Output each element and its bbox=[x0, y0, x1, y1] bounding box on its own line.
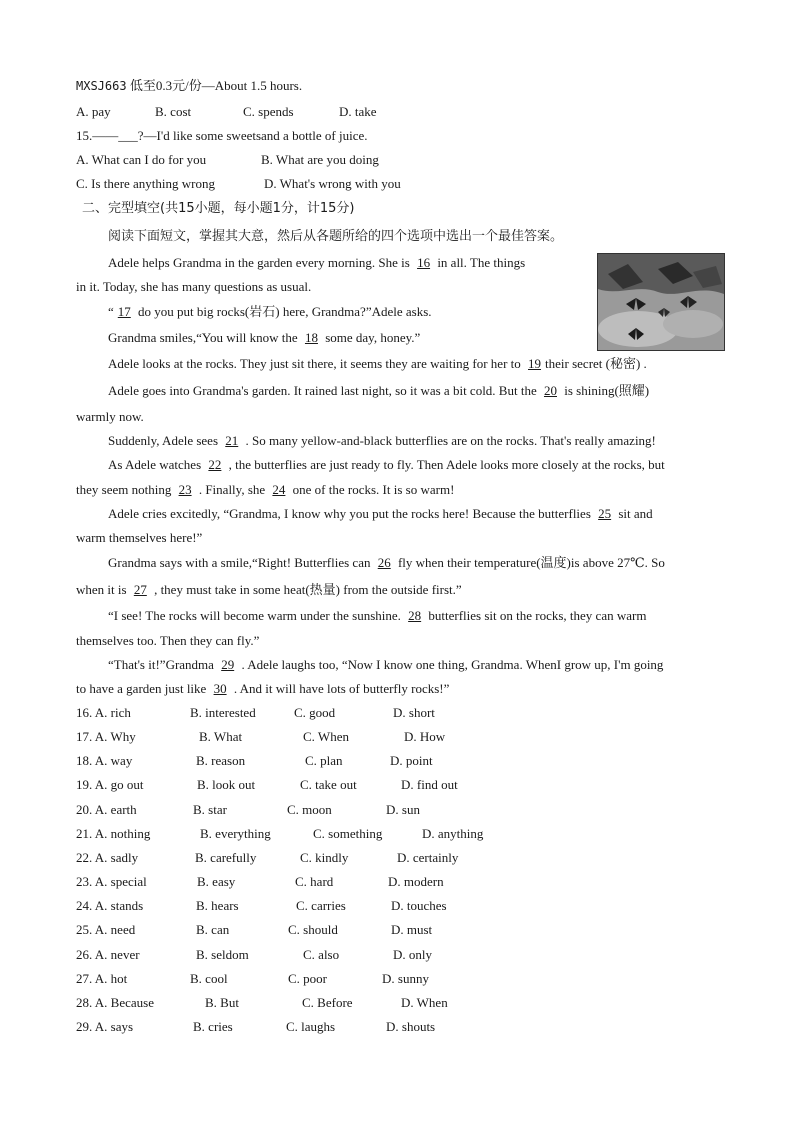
option-a[interactable]: A. pay bbox=[76, 104, 111, 119]
answer-option-b[interactable]: B. easy bbox=[197, 874, 236, 890]
answer-option-d[interactable]: D. certainly bbox=[397, 849, 459, 865]
answer-option-d[interactable]: D. find out bbox=[401, 777, 458, 793]
answer-option-c[interactable]: C. Before bbox=[302, 994, 353, 1010]
passage-line: to have a garden just like 30 . And it will have lots of butterfly rocks!” bbox=[76, 681, 450, 696]
passage-line: As Adele watches 22 , the butterflies are just ready to fly. Then Adele looks more closely at the rocks, but bbox=[108, 457, 665, 472]
answer-option-c[interactable]: C. take out bbox=[300, 777, 357, 793]
answer-option-b[interactable]: B. star bbox=[193, 801, 227, 817]
answer-option-d[interactable]: D. short bbox=[393, 705, 435, 720]
answer-option-d[interactable]: D. When bbox=[401, 994, 448, 1010]
answer-option-c[interactable]: C. poor bbox=[288, 970, 327, 986]
answer-option-a[interactable]: 17. A. Why bbox=[76, 729, 136, 745]
answer-option-a[interactable]: 19. A. go out bbox=[76, 777, 144, 793]
passage-line: “ 17 do you put big rocks(岩石) here, Grandma?”Adele asks. bbox=[108, 304, 432, 319]
answer-option-b[interactable]: B. hears bbox=[196, 898, 239, 914]
answer-option-b[interactable]: B. everything bbox=[200, 825, 271, 841]
passage-line: warmly now. bbox=[76, 409, 144, 424]
q15-option-a[interactable]: A. What can I do for you bbox=[76, 152, 207, 167]
answer-option-d[interactable]: D. must bbox=[391, 922, 433, 938]
passage-line: Adele cries excitedly, “Grandma, I know why you put the rocks here! Because the butterflies 25 sit and bbox=[108, 506, 653, 521]
answer-option-a[interactable]: 21. A. nothing bbox=[76, 825, 151, 841]
passage-line: “That's it!”Grandma 29 . Adele laughs too, “Now I know one thing, Grandma. WhenI grow up, I'm going bbox=[108, 657, 664, 672]
section-heading: 二、完型填空(共15小题，每小题1分，计15分) bbox=[82, 201, 355, 216]
answer-option-d[interactable]: D. shouts bbox=[386, 1018, 436, 1034]
answer-option-d[interactable]: D. touches bbox=[391, 898, 447, 914]
answer-option-d[interactable]: D. anything bbox=[422, 825, 484, 841]
code-tag: MXSJ663 bbox=[76, 79, 127, 93]
blank-27[interactable]: 27 bbox=[133, 582, 147, 597]
answer-option-a[interactable]: 28. A. Because bbox=[76, 994, 154, 1010]
passage-line: Grandma smiles,“You will know the 18 some day, honey.” bbox=[108, 330, 421, 345]
answer-option-a[interactable]: 25. A. need bbox=[76, 922, 136, 938]
passage-line: in it. Today, she has many questions as usual. bbox=[76, 279, 312, 294]
answer-option-a[interactable]: 29. A. says bbox=[76, 1018, 134, 1034]
answer-option-d[interactable]: D. only bbox=[393, 946, 432, 962]
answer-option-a[interactable]: 26. A. never bbox=[76, 946, 140, 962]
answer-option-b[interactable]: B. look out bbox=[197, 777, 256, 793]
answer-option-c[interactable]: C. laughs bbox=[286, 1018, 336, 1034]
passage-line: “I see! The rocks will become warm under the sunshine. 28 butterflies sit on the rocks, they can warm bbox=[108, 608, 647, 623]
answer-option-c[interactable]: C. moon bbox=[287, 801, 332, 817]
answer-option-c[interactable]: C. something bbox=[313, 825, 383, 841]
answer-option-c[interactable]: C. good bbox=[294, 705, 336, 720]
answer-option-b[interactable]: B. interested bbox=[190, 705, 256, 720]
answer-option-a[interactable]: 18. A. way bbox=[76, 753, 133, 769]
blank-24[interactable]: 24 bbox=[272, 482, 286, 497]
answer-option-b[interactable]: B. cries bbox=[193, 1018, 233, 1034]
q15-option-b[interactable]: B. What are you doing bbox=[261, 152, 379, 167]
section-instruction: 阅读下面短文，掌握其大意，然后从各题所给的四个选项中选出一个最佳答案。 bbox=[108, 229, 564, 244]
butterfly-rocks-image bbox=[598, 254, 724, 350]
answer-option-a[interactable]: 24. A. stands bbox=[76, 898, 144, 914]
answer-option-b[interactable]: B. reason bbox=[196, 753, 246, 769]
option-c[interactable]: C. spends bbox=[243, 104, 294, 119]
answer-option-b[interactable]: B. cool bbox=[190, 970, 228, 986]
answer-option-b[interactable]: B. seldom bbox=[196, 946, 249, 962]
blank-19[interactable]: 19 bbox=[528, 356, 542, 371]
answer-option-a[interactable]: 16. A. rich bbox=[76, 705, 131, 720]
passage-line: Adele looks at the rocks. They just sit there, it seems they are waiting for her to 19 their secret (秘密) . bbox=[108, 356, 647, 371]
answer-option-c[interactable]: C. When bbox=[303, 729, 349, 745]
passage-line: Adele goes into Grandma's garden. It rained last night, so it was a bit cold. But the 20 is shining(照耀) bbox=[108, 383, 650, 398]
answer-option-d[interactable]: D. sunny bbox=[382, 970, 429, 986]
blank-18[interactable]: 18 bbox=[304, 330, 318, 345]
answer-option-d[interactable]: D. modern bbox=[388, 874, 444, 890]
passage-line: warm themselves here!” bbox=[76, 530, 203, 545]
blank-23[interactable]: 23 bbox=[178, 482, 192, 497]
answer-option-c[interactable]: C. kindly bbox=[300, 849, 349, 865]
blank-29[interactable]: 29 bbox=[221, 657, 235, 672]
answer-option-b[interactable]: B. What bbox=[199, 729, 243, 745]
answer-option-a[interactable]: 22. A. sadly bbox=[76, 849, 139, 865]
blank-16[interactable]: 16 bbox=[417, 255, 431, 270]
answer-option-c[interactable]: C. hard bbox=[295, 874, 334, 890]
answer-option-b[interactable]: B. But bbox=[205, 994, 239, 1010]
answer-option-d[interactable]: D. How bbox=[404, 729, 446, 745]
q15-stem: 15.——___?—I'd like some sweetsand a bottle of juice. bbox=[76, 128, 368, 143]
passage-line: when it is 27 , they must take in some heat(热量) from the outside first.” bbox=[76, 582, 462, 597]
blank-28[interactable]: 28 bbox=[408, 608, 422, 623]
q14-answer-line: MXSJ663 低至0.3元/份—About 1.5 hours. bbox=[76, 78, 303, 93]
passage-line: themselves too. Then they can fly.” bbox=[76, 633, 260, 648]
passage-line: Suddenly, Adele sees 21 . So many yellow-and-black butterflies are on the rocks. That's really amazing! bbox=[108, 433, 656, 448]
answer-option-a[interactable]: 23. A. special bbox=[76, 874, 147, 890]
blank-25[interactable]: 25 bbox=[598, 506, 612, 521]
answer-option-b[interactable]: B. can bbox=[196, 922, 230, 938]
answer-option-a[interactable]: 27. A. hot bbox=[76, 970, 128, 986]
passage-line: Grandma says with a smile,“Right! Butterflies can 26 fly when their temperature(温度)is above 27℃. So bbox=[108, 555, 665, 570]
passage-line: Adele helps Grandma in the garden every morning. She is 16 in all. The things bbox=[108, 255, 526, 270]
blank-21[interactable]: 21 bbox=[225, 433, 239, 448]
blank-20[interactable]: 20 bbox=[543, 383, 557, 398]
option-d[interactable]: D. take bbox=[339, 104, 377, 119]
answer-option-d[interactable]: D. point bbox=[390, 753, 433, 769]
answer-option-c[interactable]: C. also bbox=[303, 946, 340, 962]
answer-option-c[interactable]: C. plan bbox=[305, 753, 343, 769]
answer-option-c[interactable]: C. should bbox=[288, 922, 338, 938]
passage-line: they seem nothing 23 . Finally, she 24 one of the rocks. It is so warm! bbox=[76, 482, 455, 497]
butterfly-photo bbox=[597, 253, 725, 351]
blank-26[interactable]: 26 bbox=[377, 555, 391, 570]
q15-option-c[interactable]: C. Is there anything wrong bbox=[76, 176, 216, 191]
answer-option-d[interactable]: D. sun bbox=[386, 801, 420, 817]
blank-22[interactable]: 22 bbox=[208, 457, 222, 472]
answer-option-c[interactable]: C. carries bbox=[296, 898, 346, 914]
option-b[interactable]: B. cost bbox=[155, 104, 192, 119]
answer-option-a[interactable]: 20. A. earth bbox=[76, 801, 137, 817]
answer-option-b[interactable]: B. carefully bbox=[195, 849, 257, 865]
blank-17[interactable]: 17 bbox=[117, 304, 131, 319]
blank-30[interactable]: 30 bbox=[213, 681, 227, 696]
q15-option-d[interactable]: D. What's wrong with you bbox=[264, 176, 401, 191]
